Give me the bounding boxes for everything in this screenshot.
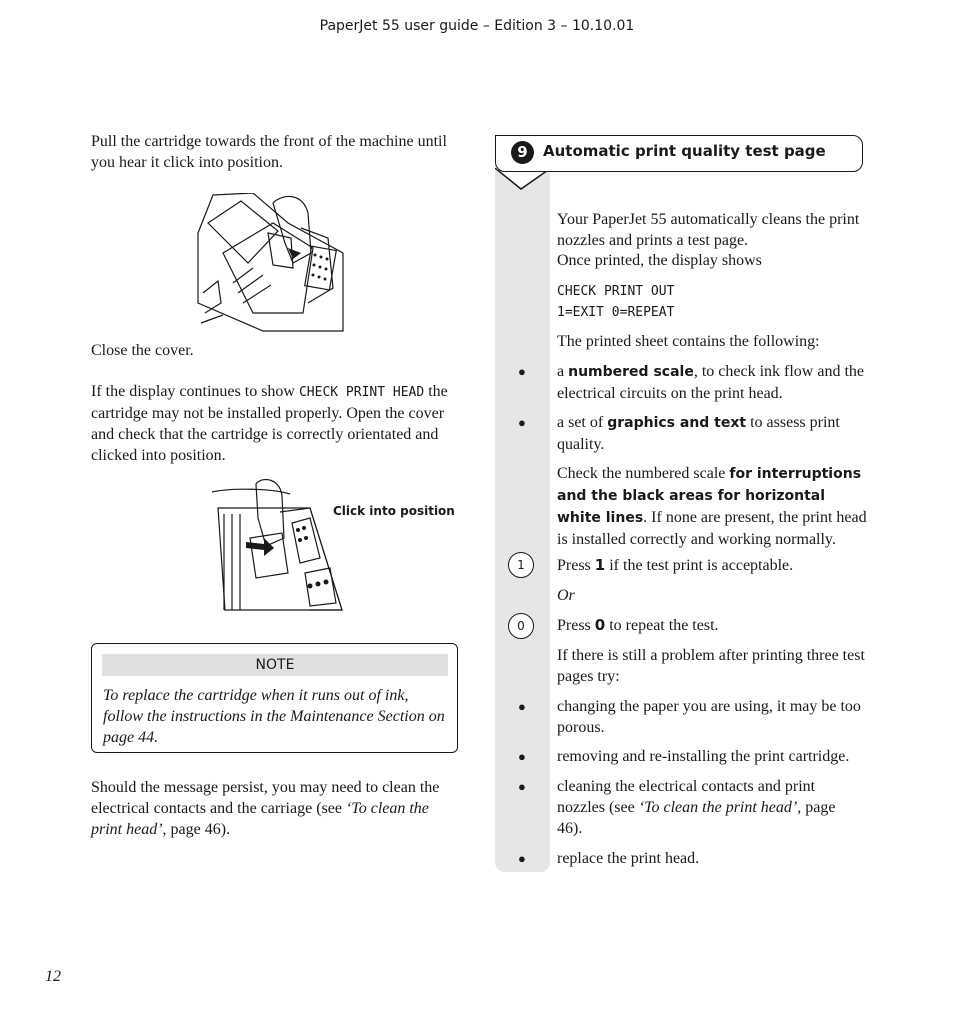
section-title-box [495, 135, 863, 172]
tip-reinstall: removing and re-installing the print cartridge. [557, 748, 850, 765]
step-number-badge: 9 [511, 141, 534, 164]
bullet-marker: ● [518, 749, 526, 764]
troubleshoot-paragraph: If the display continues to show CHECK PRINT HEAD the cartridge may not be installed properly. Open the cover and check that the cartridge is correctly orientated and clicked into position. [91, 383, 448, 464]
bullet-graphics-text: a set of graphics and text to assess print quality. [557, 414, 840, 453]
instruction-pull-cartridge: Pull the cartridge towards the front of the machine until you hear it click into position. [91, 133, 447, 171]
note-text: To replace the cartridge when it runs out of ink, follow the instructions in the Maintenance Section on page 44. [103, 687, 445, 746]
display-line-1: CHECK PRINT OUT [557, 284, 675, 299]
tip-clean-contacts: cleaning the electrical contacts and print nozzles (see ‘To clean the print head’, page 46). [557, 778, 836, 837]
section-title: Automatic print quality test page [543, 142, 826, 160]
bullet-marker: ● [518, 415, 526, 430]
check-scale-text: Check the numbered scale for interruptions and the black areas for horizontal white lines. If none are present, the print head is installed correctly and working normally. [557, 465, 867, 548]
bullet-marker: ● [518, 779, 526, 794]
or-text: Or [557, 587, 575, 604]
figure-caption: Click into position [333, 504, 455, 518]
contents-intro: The printed sheet contains the following: [557, 333, 820, 350]
note-title: NOTE [102, 654, 448, 676]
cross-reference: ‘To clean the print head’ [91, 800, 429, 838]
persist-paragraph: Should the message persist, you may need to clean the electrical contacts and the carriage (see ‘To clean the print head’, page 46). [91, 779, 440, 838]
click-into-position-illustration [210, 478, 345, 613]
cartridge-install-illustration [193, 193, 345, 333]
still-problem-text: If there is still a problem after printing three test pages try: [557, 647, 865, 685]
step-sidebar-band [495, 160, 550, 872]
bullet-marker: ● [518, 364, 526, 379]
bullet-numbered-scale: a numbered scale, to check ink flow and the electrical circuits on the print head. [557, 363, 864, 402]
page-number: 12 [45, 968, 61, 985]
intro-text: Your PaperJet 55 automatically cleans the print nozzles and prints a test page. [557, 211, 860, 249]
tip-paper: changing the paper you are using, it may be too porous. [557, 698, 861, 736]
display-line-2: 1=EXIT 0=REPEAT [557, 305, 675, 320]
running-header: PaperJet 55 user guide – Edition 3 – 10.10.01 [319, 18, 635, 34]
key-0-icon: 0 [508, 613, 534, 639]
key-1-icon: 1 [508, 552, 534, 578]
intro-text-2: Once printed, the display shows [557, 252, 762, 269]
press-0-text: Press 0 to repeat the test. [557, 616, 719, 634]
press-1-text: Press 1 if the test print is acceptable. [557, 556, 794, 574]
bullet-marker: ● [518, 851, 526, 866]
instruction-close-cover: Close the cover. [91, 342, 194, 359]
tip-replace-head: replace the print head. [557, 850, 700, 867]
note-box [91, 643, 458, 753]
bullet-marker: ● [518, 699, 526, 714]
cross-reference: ‘To clean the print head’ [638, 799, 798, 816]
display-message: CHECK PRINT HEAD [298, 385, 425, 400]
